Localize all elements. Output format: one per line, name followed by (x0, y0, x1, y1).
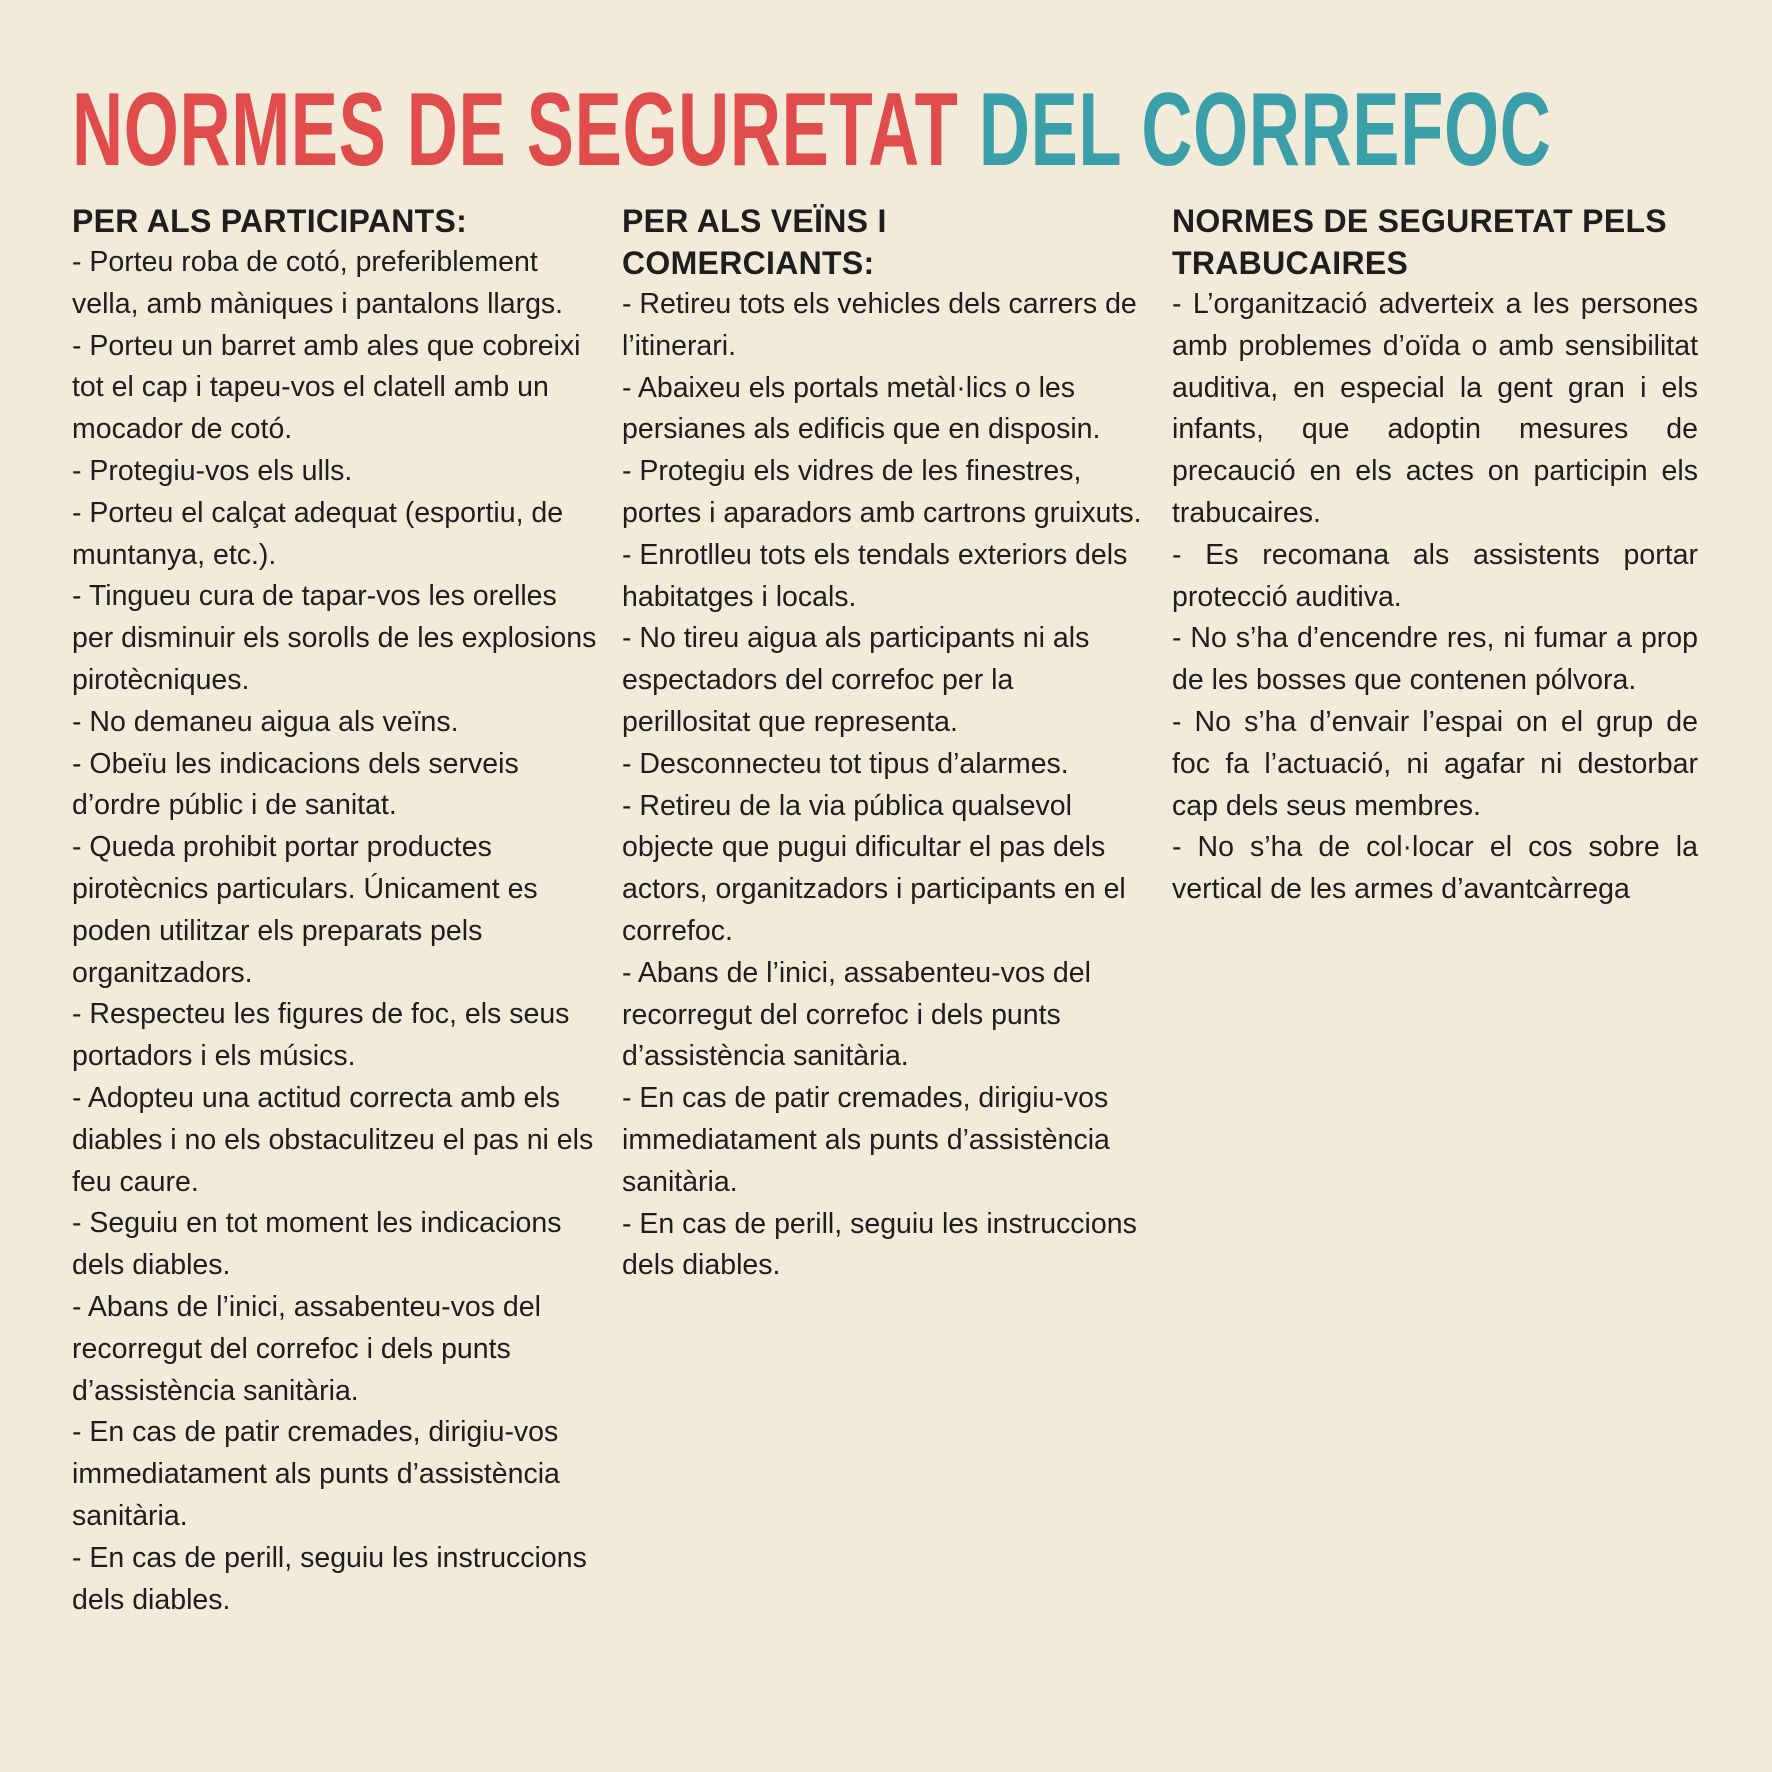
rule-item: - Respecteu les figures de foc, els seus portadors i els músics. (72, 998, 570, 1073)
column-neighbours (622, 200, 1148, 1621)
rule-item: - En cas de perill, seguiu les instruccions dels diables. (622, 1207, 1137, 1282)
rule-item: - No s’ha d’envair l’espai on el grup de foc fa l’actuació, ni agafar ni destorbar cap dels seus membres. (1172, 705, 1698, 822)
rule-item: - En cas de patir cremades, dirigiu-vos immediatament als punts d’assistència sanitària. (622, 1082, 1110, 1198)
rule-item: - En cas de perill, seguiu les instruccions dels diables. (72, 1541, 587, 1616)
rule-item: - Seguiu en tot moment les indicacions dels diables. (72, 1207, 562, 1282)
rules-columns (72, 200, 1697, 1621)
title-part-red: NORMES DE SEGURETAT (72, 72, 959, 188)
rule-item: - Es recomana als assistents portar protecció auditiva. (1172, 538, 1698, 613)
rule-item: - Obeïu les indicacions dels serveis d’ordre públic i de sanitat. (72, 747, 519, 822)
rule-item: - Protegiu els vidres de les finestres, portes i aparadors amb cartrons gruixuts. (622, 455, 1142, 529)
rule-item: - Abaixeu els portals metàl·lics o les persianes als edificis que en disposin. (622, 371, 1101, 446)
column-trabucaires (1172, 200, 1698, 1621)
rule-item: - No s’ha d’encendre res, ni fumar a prop de les bosses que contenen pólvora. (1172, 622, 1698, 697)
rule-item: - Abans de l’inici, assabenteu-vos del recorregut del correfoc i dels punts d’assistència sanitària. (72, 1290, 541, 1407)
column-heading: NORMES DE SEGURETAT PELS TRABUCAIRES (1172, 203, 1667, 281)
rule-item: - Abans de l’inici, assabenteu-vos del recorregut del correfoc i dels punts d’assistència sanitària. (622, 956, 1091, 1073)
rule-item: - Tingueu cura de tapar-vos les orelles per disminuir els sorolls de les explosions pirotècniques. (72, 580, 597, 696)
rule-item: - Retireu de la via pública qualsevol objecte que pugui dificultar el pas dels actors, organitzadors i participants en el correfoc. (622, 789, 1126, 947)
rule-item: - Porteu un barret amb ales que cobreixi tot el cap i tapeu-vos el clatell amb un mocador de cotó. (72, 329, 581, 446)
rule-item: - No demaneu aigua als veïns. (72, 705, 459, 738)
rule-item: - En cas de patir cremades, dirigiu-vos immediatament als punts d’assistència sanitària. (72, 1416, 560, 1532)
rule-item: - Protegiu-vos els ulls. (72, 454, 353, 487)
rule-item: - Porteu roba de cotó, preferiblement vella, amb màniques i pantalons llargs. (72, 246, 564, 320)
rule-item: - Desconnecteu tot tipus d’alarmes. (622, 747, 1069, 780)
rule-item: - Queda prohibit portar productes pirotècnics particulars. Únicament es poden utilitzar els preparats pels organitzadors. (72, 831, 538, 989)
rule-item: - No tireu aigua als participants ni als espectadors del correfoc per la perillositat que representa. (622, 622, 1090, 738)
rule-item: - Enrotlleu tots els tendals exteriors dels habitatges i locals. (622, 538, 1128, 613)
rule-item: - Retireu tots els vehicles dels carrers de l’itinerari. (622, 288, 1137, 362)
rule-item: - Porteu el calçat adequat (esportiu, de muntanya, etc.). (72, 496, 564, 571)
column-heading: PER ALS VEÏNS I COMERCIANTS: (622, 203, 887, 281)
column-heading: PER ALS PARTICIPANTS: (72, 203, 468, 239)
page-title (72, 72, 1552, 188)
title-part-teal: DEL CORREFOC (978, 72, 1552, 188)
rule-item: - No s’ha de col·locar el cos sobre la vertical de les armes d’avantcàrrega (1172, 831, 1698, 906)
rule-item: - Adopteu una actitud correcta amb els diables i no els obstaculitzeu el pas ni els feu caure. (72, 1081, 594, 1198)
rule-item: - L’organització adverteix a les persones amb problemes d’oïda o amb sensibilitat auditiva, en especial la gent gran i els infants, que adoptin mesures de precaució en els actes on participin els trabucaires. (1172, 288, 1698, 529)
column-participants (72, 200, 598, 1621)
